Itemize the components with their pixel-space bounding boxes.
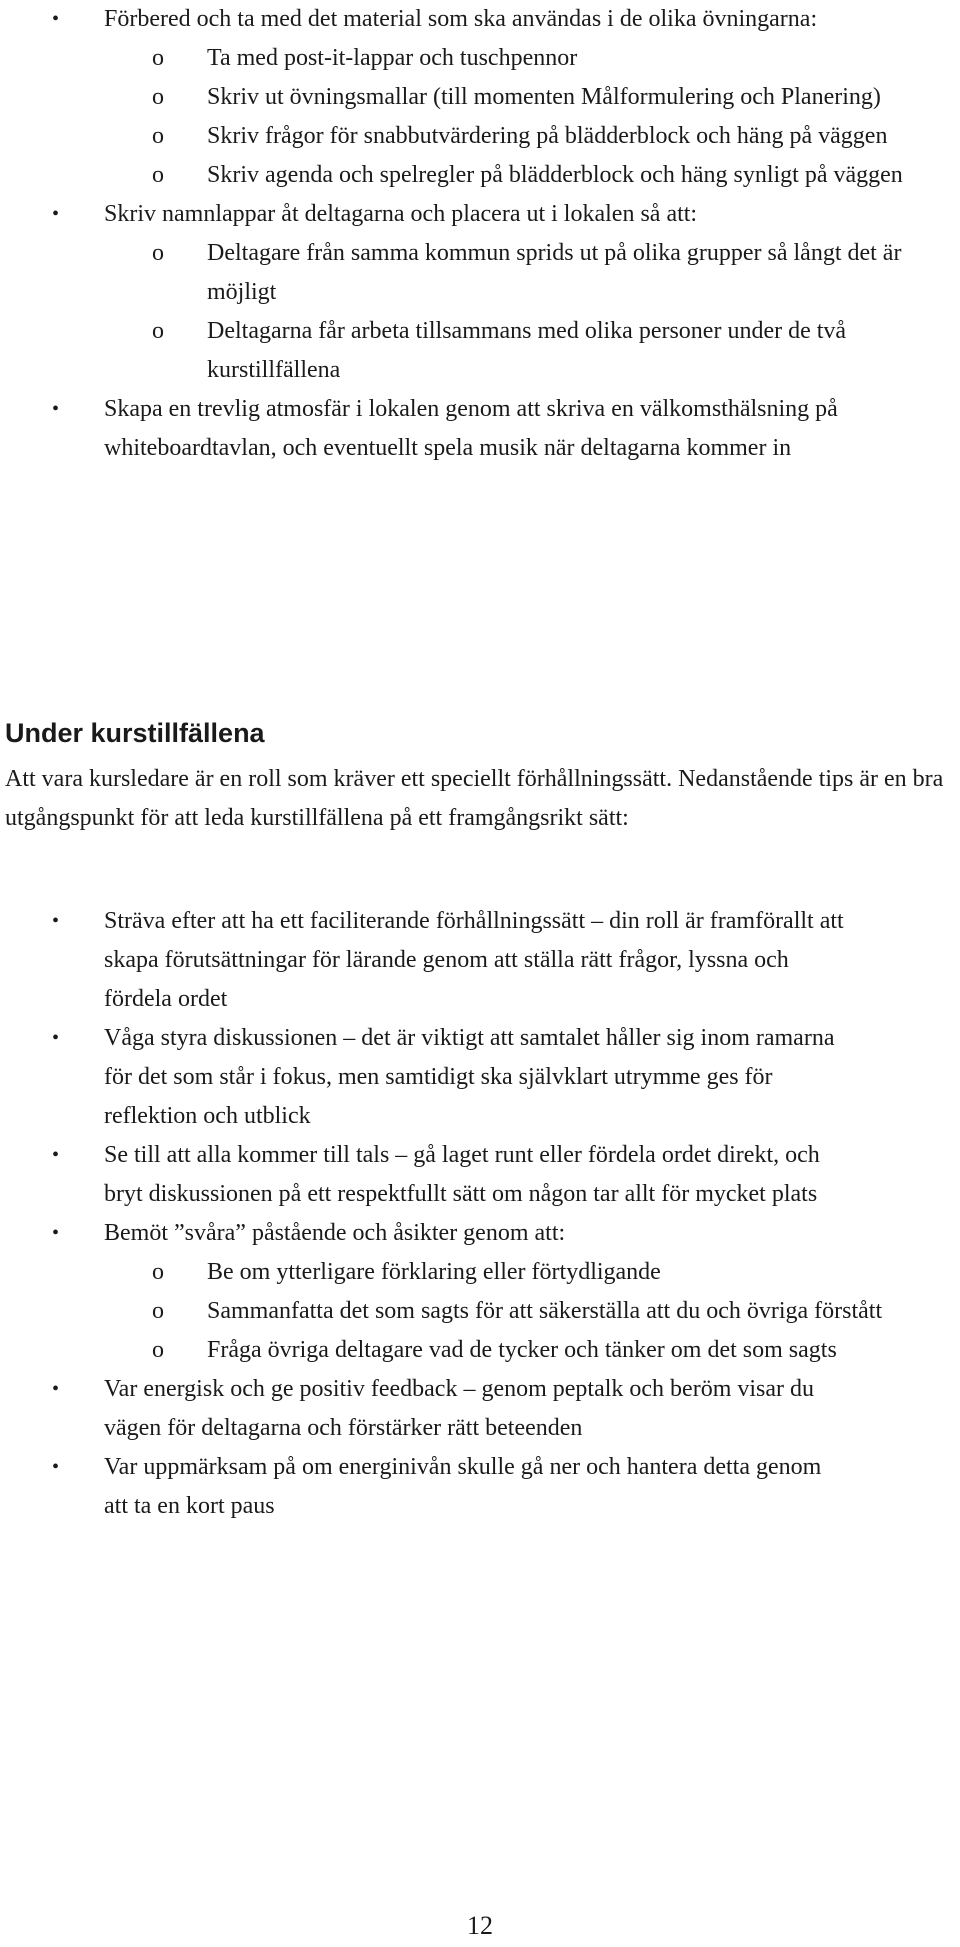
sub-bullet-icon: o: [152, 45, 164, 71]
list-item-text: Skriv namnlappar åt deltagarna och placera ut i lokalen så att:: [104, 201, 698, 227]
sub-list-item-text: Skriv ut övningsmallar (till momenten Målformulering och Planering): [207, 84, 881, 110]
sub-bullet-icon: o: [152, 1298, 164, 1324]
bullet-icon: •: [52, 8, 60, 30]
list-item-text: Skapa en trevlig atmosfär i lokalen genom att skriva en välkomsthälsning på whiteboardtavlan, och eventuellt spela musik när deltagarna kommer in: [104, 396, 838, 461]
sub-bullet-icon: o: [152, 240, 164, 266]
list-item: [0, 902, 846, 1019]
list-item-text: Var uppmärksam på om energinivån skulle gå ner och hantera detta genom att ta en kort paus: [104, 1454, 822, 1519]
sub-bullet-icon: o: [152, 84, 164, 110]
list-item: [0, 1448, 846, 1526]
sub-list-item: [0, 234, 956, 312]
sub-bullet-icon: o: [152, 318, 164, 344]
sub-bullet-icon: o: [152, 1337, 164, 1363]
bullet-icon: •: [52, 1144, 60, 1166]
sub-list-item-text: Sammanfatta det som sagts för att säkerställa att du och övriga förstått: [207, 1298, 883, 1324]
bullet-icon: •: [52, 1378, 60, 1400]
preparation-list: [0, 0, 956, 468]
bullet-icon: •: [52, 1456, 60, 1478]
list-item: [0, 1214, 846, 1253]
sub-bullet-icon: o: [152, 1259, 164, 1285]
sub-bullet-icon: o: [152, 162, 164, 188]
sub-list-item-text: Fråga övriga deltagare vad de tycker och tänker om det som sagts: [207, 1337, 837, 1363]
sub-list-item-text: Skriv frågor för snabbutvärdering på blädderblock och häng på väggen: [207, 123, 888, 149]
list-item: [0, 1019, 846, 1136]
list-item-text: Se till att alla kommer till tals – gå laget runt eller fördela ordet direkt, och bryt diskussionen på ett respektfullt sätt om någon tar allt för mycket plats: [104, 1142, 820, 1207]
bullet-icon: •: [52, 1027, 60, 1049]
page-number: 12: [467, 1911, 493, 1940]
sub-list-item-text: Deltagare från samma kommun sprids ut på olika grupper så långt det är möjligt: [207, 240, 902, 305]
sub-bullet-icon: o: [152, 123, 164, 149]
list-item: [0, 1136, 846, 1214]
list-item-text: Bemöt ”svåra” påstående och åsikter genom att:: [104, 1220, 566, 1246]
list-item: [0, 1370, 846, 1448]
bullet-icon: •: [52, 398, 60, 420]
tips-list: [0, 902, 956, 1526]
sub-list-item: [0, 1331, 956, 1370]
sub-list-item-text: Skriv agenda och spelregler på blädderblock och häng synligt på väggen: [207, 162, 903, 188]
sub-list-item: [0, 1253, 956, 1292]
list-item-text: Förbered och ta med det material som ska användas i de olika övningarna:: [104, 6, 818, 32]
list-item-text: Var energisk och ge positiv feedback – genom peptalk och beröm visar du vägen för deltagarna och förstärker rätt beteenden: [104, 1376, 815, 1441]
bullet-icon: •: [52, 910, 60, 932]
bullet-icon: •: [52, 1222, 60, 1244]
sub-list-item: [0, 312, 956, 390]
list-item-text: Sträva efter att ha ett faciliterande förhållningssätt – din roll är framförallt att skapa förutsättningar för lärande genom att ställa rätt frågor, lyssna och fördela ordet: [104, 908, 844, 1012]
list-item: [0, 195, 846, 234]
sub-list-item: [0, 78, 956, 117]
bullet-icon: •: [52, 203, 60, 225]
list-item: [0, 390, 846, 468]
sub-list-item: [0, 156, 956, 195]
list-item-text: Våga styra diskussionen – det är viktigt att samtalet håller sig inom ramarna för det som står i fokus, men samtidigt ska självklart utrymme ges för reflektion och utblick: [104, 1025, 835, 1129]
section-heading: Under kurstillfällena: [5, 718, 265, 748]
sub-list-item: [0, 39, 956, 78]
sub-list-item: [0, 1292, 956, 1331]
sub-list-item-text: Be om ytterligare förklaring eller förtydligande: [207, 1259, 661, 1285]
sub-list-item-text: Deltagarna får arbeta tillsammans med olika personer under de två kurstillfällena: [207, 318, 847, 383]
sub-list-item: [0, 117, 956, 156]
list-item: [0, 0, 846, 39]
section-intro: Att vara kursledare är en roll som kräver ett speciellt förhållningssätt. Nedanstående tips är en bra utgångspunkt för att leda kurstillfällena på ett framgångsrikt sätt:: [5, 766, 944, 831]
sub-list-item-text: Ta med post-it-lappar och tuschpennor: [207, 45, 578, 71]
